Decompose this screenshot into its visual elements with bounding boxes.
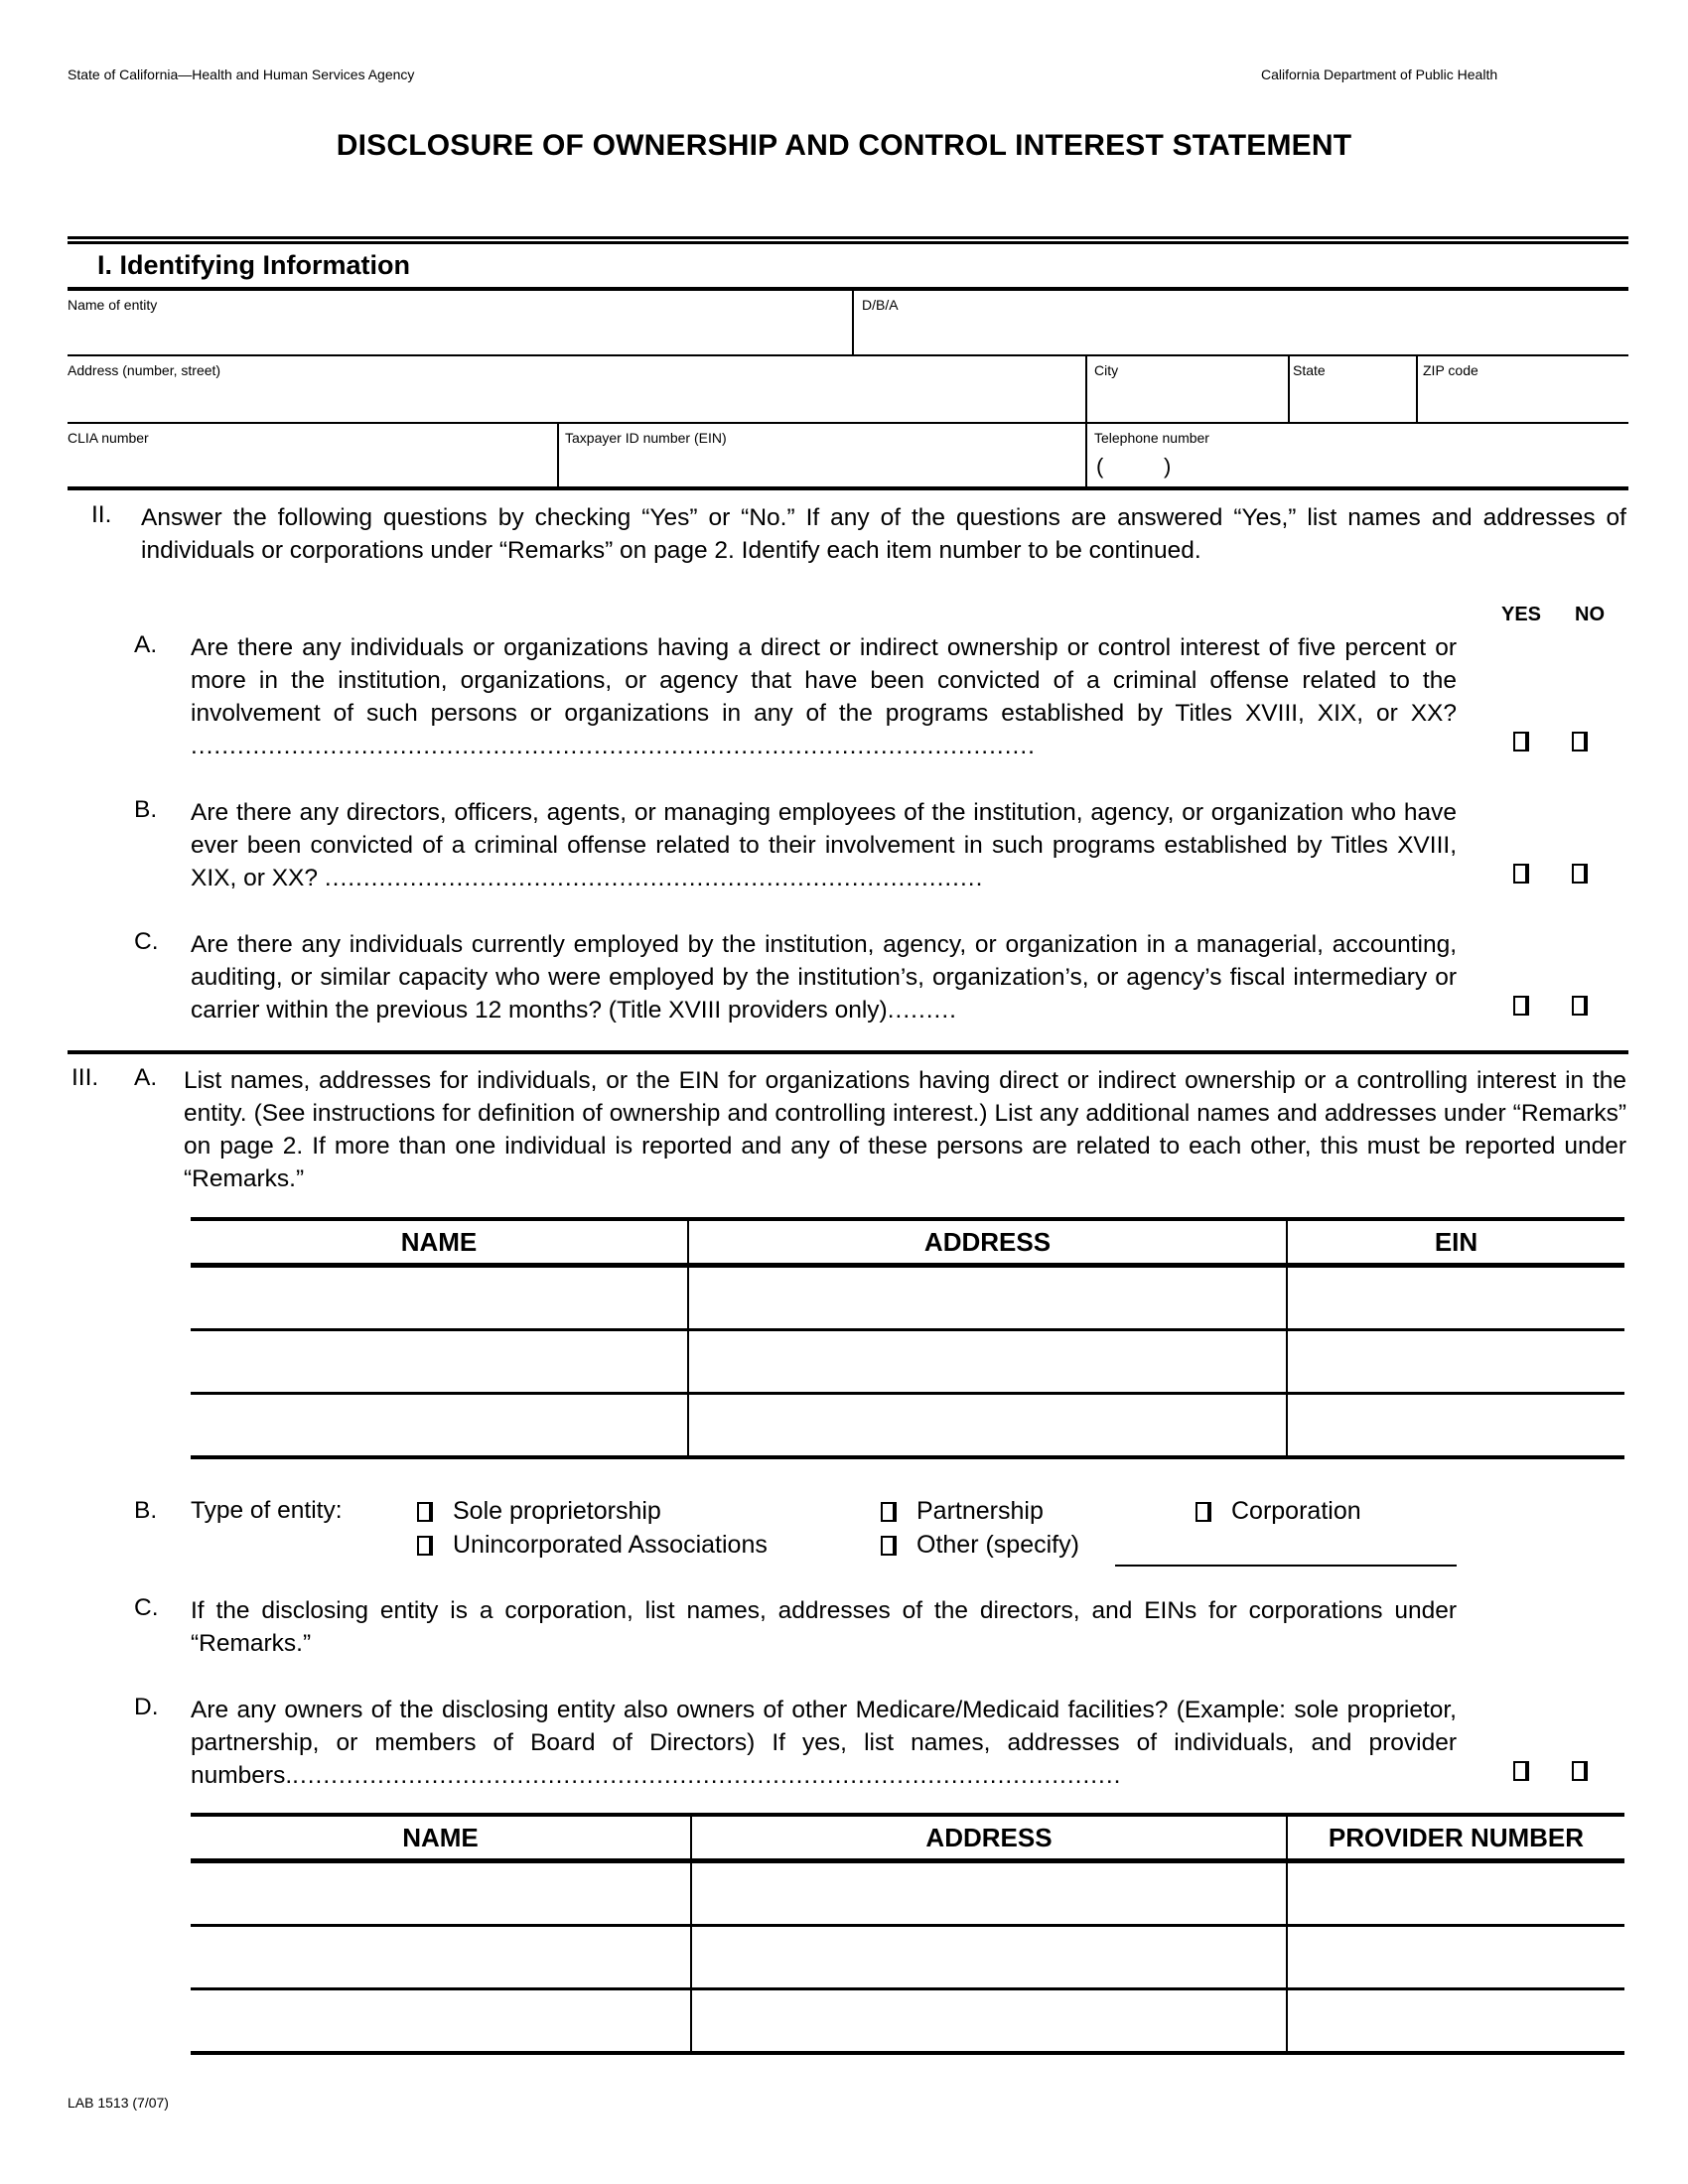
column-header-name: NAME bbox=[191, 1221, 688, 1266]
provider-number-input[interactable] bbox=[1288, 1990, 1624, 2051]
owner-ein-input[interactable] bbox=[1288, 1395, 1624, 1455]
section-3-numeral: III. bbox=[71, 1064, 99, 1091]
divider bbox=[852, 291, 854, 354]
question-c-text bbox=[191, 928, 1457, 1026]
column-header-ein: EIN bbox=[1287, 1221, 1624, 1266]
city-input[interactable] bbox=[1094, 384, 1277, 416]
table-row bbox=[191, 1330, 1624, 1394]
section-1-bottom-rule bbox=[68, 486, 1628, 490]
agency-header: State of California—Health and Human Services Agency bbox=[68, 67, 415, 82]
dba-input[interactable] bbox=[862, 319, 1620, 350]
section-2-bottom-rule bbox=[68, 1050, 1628, 1054]
corporation-checkbox[interactable] bbox=[1196, 1502, 1211, 1522]
divider bbox=[557, 424, 559, 488]
question-a-text bbox=[191, 631, 1457, 762]
telephone-field bbox=[1094, 424, 1626, 488]
section-3d-no-checkbox[interactable] bbox=[1572, 1761, 1588, 1781]
owner-name-input[interactable] bbox=[191, 1395, 687, 1455]
city-label: City bbox=[1094, 362, 1119, 378]
table-row bbox=[191, 1926, 1624, 1989]
sole-proprietorship-label: Sole proprietorship bbox=[453, 1497, 661, 1525]
divider bbox=[1085, 356, 1087, 422]
owner-name-input[interactable] bbox=[191, 1331, 687, 1392]
section-1-heading: I. Identifying Information bbox=[97, 250, 410, 280]
section-3d-label: Are any owners of the disclosing entity also owners of other Medicare/Medicaid facilities? (Example: sole proprietor, partnership, or members of Board of Directors) If yes, list names, addresses of individuals, and provider numbers. bbox=[191, 1697, 1457, 1789]
provider-number-input[interactable] bbox=[1288, 1863, 1624, 1924]
question-a-letter: A. bbox=[134, 631, 158, 658]
name-of-entity-input[interactable] bbox=[68, 319, 846, 350]
section-3c-text: If the disclosing entity is a corporation, list names, addresses of the directors, and EINs for corporations under “Remarks.” bbox=[191, 1597, 1457, 1657]
entity-type-label: Type of entity: bbox=[191, 1497, 343, 1524]
question-b-text bbox=[191, 796, 1457, 894]
owner-name-input[interactable] bbox=[191, 1268, 687, 1328]
address-field bbox=[68, 356, 1080, 422]
state-label: State bbox=[1293, 362, 1326, 378]
section-3a-letter: A. bbox=[134, 1064, 158, 1091]
question-c-yes-checkbox[interactable] bbox=[1513, 996, 1529, 1016]
question-a-label: Are there any individuals or organizations having a direct or indirect ownership or control interest of five percent or more in the institution, organizations, or agency that have been convicted of a criminal offense related to the involvement of such persons or organizations in any of the programs established by Titles XVIII, XIX, or XX? bbox=[191, 634, 1457, 727]
leader-dots: ........................................................................................................... bbox=[292, 1762, 1122, 1789]
double-rule-bottom bbox=[68, 241, 1628, 244]
area-code-open-paren: ( bbox=[1096, 454, 1104, 478]
section-3c-letter: C. bbox=[134, 1594, 159, 1621]
section-2-intro: Answer the following questions by checking “Yes” or “No.” If any of the questions are answered “Yes,” list names and addresses of individuals or corporations under “Remarks” on page 2. Identify each item number to be continued. bbox=[141, 504, 1626, 564]
question-b-yes-checkbox[interactable] bbox=[1513, 864, 1529, 884]
dba-label: D/B/A bbox=[862, 297, 899, 313]
table-row bbox=[191, 1861, 1624, 1926]
divider bbox=[1416, 356, 1418, 422]
owner-address-input[interactable] bbox=[689, 1395, 1286, 1455]
provider-table bbox=[191, 1817, 1624, 2055]
column-header-address: ADDRESS bbox=[691, 1817, 1287, 1861]
leader-dots: ......... bbox=[887, 997, 957, 1024]
divider bbox=[1085, 424, 1087, 488]
area-code-close-paren: ) bbox=[1164, 454, 1172, 478]
telephone-label: Telephone number bbox=[1094, 430, 1209, 446]
table-row bbox=[191, 1989, 1624, 2054]
department-header: California Department of Public Health bbox=[1261, 67, 1498, 82]
question-b-no-checkbox[interactable] bbox=[1572, 864, 1588, 884]
provider-number-input[interactable] bbox=[1288, 1927, 1624, 1987]
state-field bbox=[1293, 356, 1412, 422]
clia-field bbox=[68, 424, 554, 488]
question-c-label: Are there any individuals currently employed by the institution, agency, or organization in a managerial, accounting, auditing, or similar capacity who were employed by the institution’s, organization’s, or agency’s fiscal intermediary or carrier within the previous 12 months? (Title XVIII providers only) bbox=[191, 931, 1457, 1024]
provider-owner-address-input[interactable] bbox=[692, 1863, 1286, 1924]
clia-label: CLIA number bbox=[68, 430, 149, 446]
name-of-entity-label: Name of entity bbox=[68, 297, 158, 313]
partnership-checkbox[interactable] bbox=[881, 1502, 897, 1522]
other-checkbox[interactable] bbox=[881, 1536, 897, 1556]
unincorporated-associations-checkbox[interactable] bbox=[417, 1536, 433, 1556]
question-b-label: Are there any directors, officers, agents, or managing employees of the institution, agency, or organization who have ever been convicted of a criminal offense related to their involvement in such programs established by Titles XVIII, XIX, or XX? bbox=[191, 799, 1457, 891]
question-a-yes-checkbox[interactable] bbox=[1513, 732, 1529, 751]
section-3d-yes-checkbox[interactable] bbox=[1513, 1761, 1529, 1781]
section-3d-text bbox=[191, 1694, 1457, 1792]
address-input[interactable] bbox=[68, 384, 1074, 416]
ein-input[interactable] bbox=[565, 452, 1075, 483]
question-b-letter: B. bbox=[134, 796, 158, 823]
provider-owner-name-input[interactable] bbox=[191, 1990, 690, 2051]
section-3b-letter: B. bbox=[134, 1497, 158, 1524]
dba-field bbox=[862, 291, 1626, 354]
unincorporated-associations-label: Unincorporated Associations bbox=[453, 1531, 768, 1559]
column-header-name: NAME bbox=[191, 1817, 691, 1861]
provider-owner-address-input[interactable] bbox=[692, 1927, 1286, 1987]
owner-ein-input[interactable] bbox=[1288, 1331, 1624, 1392]
table-row bbox=[191, 1266, 1624, 1330]
double-rule-top bbox=[68, 236, 1628, 239]
corporation-label: Corporation bbox=[1231, 1497, 1361, 1525]
provider-owner-address-input[interactable] bbox=[692, 1990, 1286, 2051]
zip-field bbox=[1423, 356, 1626, 422]
ownership-table bbox=[191, 1221, 1624, 1459]
provider-owner-name-input[interactable] bbox=[191, 1927, 690, 1987]
table-row bbox=[191, 1394, 1624, 1458]
leader-dots: ............................................................................................................. bbox=[191, 733, 1036, 759]
owner-address-input[interactable] bbox=[689, 1331, 1286, 1392]
name-of-entity-field bbox=[68, 291, 852, 354]
leader-dots: ..................................................................................... bbox=[324, 865, 984, 891]
owner-address-input[interactable] bbox=[689, 1268, 1286, 1328]
section-3d-letter: D. bbox=[134, 1694, 159, 1720]
state-input[interactable] bbox=[1293, 384, 1406, 416]
section-3a-text: List names, addresses for individuals, or the EIN for organizations having direct or indirect ownership or a controlling interest in the entity. (See instructions for definition of ownership and controlling interest.) List any additional names and addresses under “Remarks” on page 2. If more than one individual is reported and any of these persons are related to each other, this must be reported under “Remarks.” bbox=[184, 1067, 1626, 1192]
address-label: Address (number, street) bbox=[68, 362, 221, 378]
zip-label: ZIP code bbox=[1423, 362, 1478, 378]
partnership-label: Partnership bbox=[916, 1497, 1044, 1525]
page-title: DISCLOSURE OF OWNERSHIP AND CONTROL INTEREST STATEMENT bbox=[336, 129, 1352, 162]
sole-proprietorship-checkbox[interactable] bbox=[417, 1502, 433, 1522]
section-2-numeral: II. bbox=[91, 501, 112, 528]
clia-input[interactable] bbox=[68, 452, 548, 483]
question-c-no-checkbox[interactable] bbox=[1572, 996, 1588, 1016]
ein-label: Taxpayer ID number (EIN) bbox=[565, 430, 727, 446]
form-id: LAB 1513 (7/07) bbox=[68, 2095, 169, 2111]
other-label: Other (specify) bbox=[916, 1531, 1079, 1559]
owner-ein-input[interactable] bbox=[1288, 1268, 1624, 1328]
ein-field bbox=[565, 424, 1081, 488]
zip-input[interactable] bbox=[1423, 384, 1620, 416]
city-field bbox=[1094, 356, 1283, 422]
provider-owner-name-input[interactable] bbox=[191, 1863, 690, 1924]
no-column-label: NO bbox=[1575, 604, 1605, 625]
column-header-address: ADDRESS bbox=[688, 1221, 1287, 1266]
question-a-no-checkbox[interactable] bbox=[1572, 732, 1588, 751]
telephone-input[interactable] bbox=[1184, 452, 1620, 483]
other-specify-input[interactable] bbox=[1115, 1535, 1457, 1567]
divider bbox=[1288, 356, 1290, 422]
question-c-letter: C. bbox=[134, 928, 159, 955]
yes-column-label: YES bbox=[1501, 604, 1542, 625]
column-header-provider-number: PROVIDER NUMBER bbox=[1287, 1817, 1624, 1861]
